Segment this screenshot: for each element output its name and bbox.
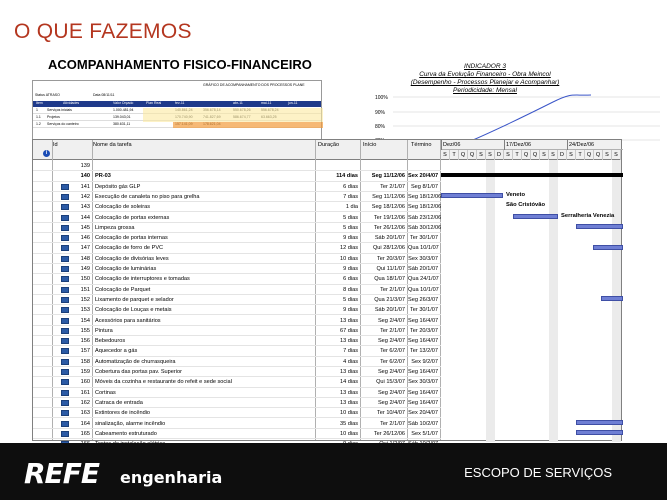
task-row[interactable] bbox=[33, 357, 441, 367]
gantt-chart-area bbox=[441, 160, 623, 442]
task-notes-icon[interactable] bbox=[61, 338, 69, 344]
task-row[interactable] bbox=[33, 419, 441, 429]
sheet-date: Data 08/11/11 bbox=[93, 93, 115, 97]
task-name: Colocação de Louças e metais bbox=[95, 307, 172, 314]
task-end: Seg 16/4/07 bbox=[408, 389, 439, 396]
task-start: Seg 2/4/07 bbox=[377, 399, 405, 406]
task-notes-icon[interactable] bbox=[61, 256, 69, 262]
sheet-status: Status ATRASO bbox=[35, 93, 60, 97]
task-id: 158 bbox=[80, 358, 90, 365]
task-start: Ter 6/2/07 bbox=[380, 348, 405, 355]
timescale bbox=[441, 140, 623, 160]
col-task-name: Nome da tarefa bbox=[93, 142, 132, 148]
task-name: Depósito gás GLP bbox=[95, 183, 141, 190]
task-end: Sex 9/2/07 bbox=[411, 358, 438, 365]
task-id: 145 bbox=[80, 224, 90, 231]
task-id: 149 bbox=[80, 266, 90, 272]
task-end: Sáb 10/2/07 bbox=[408, 420, 439, 427]
task-name: Execução de canaleta no piso para grelha bbox=[95, 193, 200, 200]
task-start: Seg 18/12/06 bbox=[371, 204, 405, 211]
task-name: Bebedouros bbox=[95, 338, 126, 345]
task-start: Seg 2/4/07 bbox=[377, 338, 405, 345]
task-start: Ter 19/12/06 bbox=[373, 214, 405, 221]
task-notes-icon[interactable] bbox=[61, 369, 69, 375]
footer-bar bbox=[0, 443, 667, 500]
y-tick-80: 80% bbox=[375, 124, 386, 130]
sheet-header-row bbox=[33, 101, 321, 107]
task-duration bbox=[316, 161, 361, 170]
page-subtitle: ACOMPANHAMENTO FISICO-FINANCEIRO bbox=[48, 57, 312, 72]
task-id: 151 bbox=[80, 286, 90, 293]
task-duration: 7 dias bbox=[343, 193, 358, 200]
day-label: S bbox=[540, 150, 549, 160]
task-end: Seg 16/4/07 bbox=[408, 338, 439, 345]
task-start: Ter 26/12/06 bbox=[373, 224, 405, 231]
task-start: Ter 26/12/06 bbox=[373, 430, 405, 437]
sheet-col-item: Item bbox=[36, 101, 43, 105]
task-row[interactable] bbox=[33, 408, 441, 418]
day-label: Q bbox=[531, 150, 540, 160]
task-notes-icon[interactable] bbox=[61, 297, 69, 303]
task-duration: 10 dias bbox=[339, 430, 358, 437]
task-end: Ter 30/1/07 bbox=[410, 307, 438, 314]
day-label: D bbox=[495, 150, 504, 160]
task-bar[interactable] bbox=[576, 224, 623, 229]
task-start: Ter 2/1/07 bbox=[380, 420, 405, 427]
page-title: O QUE FAZEMOS bbox=[14, 20, 192, 43]
sheet-col-plan: Plan Real bbox=[146, 101, 162, 105]
task-row[interactable] bbox=[33, 161, 441, 171]
info-icon[interactable]: i bbox=[43, 150, 50, 157]
task-name: Colocação de interruptores e tomadas bbox=[95, 276, 190, 283]
task-notes-icon[interactable] bbox=[61, 379, 69, 385]
task-notes-icon[interactable] bbox=[61, 276, 69, 282]
task-notes-icon[interactable] bbox=[61, 266, 69, 272]
task-end: Ter 20/3/07 bbox=[410, 327, 438, 334]
task-duration: 9 dias bbox=[343, 235, 358, 242]
task-id: 163 bbox=[80, 410, 90, 417]
task-start: Qui 15/3/07 bbox=[376, 379, 405, 386]
day-label: S bbox=[504, 150, 513, 160]
task-bar[interactable] bbox=[441, 193, 503, 198]
task-start: Ter 20/3/07 bbox=[377, 255, 405, 262]
task-duration: 10 dias bbox=[339, 410, 358, 417]
task-id: 139 bbox=[80, 163, 90, 169]
sheet-col-activities: Atividades bbox=[63, 101, 80, 105]
task-end: Sex 20/4/07 bbox=[408, 410, 438, 417]
task-id: 150 bbox=[80, 276, 90, 283]
sheet-cell-name: Projetos bbox=[47, 115, 60, 119]
task-id: 147 bbox=[80, 245, 90, 252]
task-id: 146 bbox=[80, 235, 90, 242]
task-row[interactable] bbox=[33, 295, 441, 305]
task-duration: 13 dias bbox=[339, 399, 358, 406]
task-start: Seg 2/4/07 bbox=[377, 369, 405, 375]
task-row[interactable] bbox=[33, 213, 441, 223]
task-id: 156 bbox=[80, 338, 90, 345]
day-label: T bbox=[513, 150, 522, 160]
task-id: 141 bbox=[80, 183, 90, 190]
task-row[interactable] bbox=[33, 254, 441, 264]
task-row[interactable] bbox=[33, 377, 441, 387]
task-duration: 114 dias bbox=[336, 173, 358, 180]
day-label: Q bbox=[468, 150, 477, 160]
task-duration: 5 dias bbox=[343, 296, 358, 303]
task-duration: 14 dias bbox=[339, 379, 358, 386]
task-end: Sex 30/3/07 bbox=[408, 379, 438, 386]
task-start bbox=[361, 161, 408, 170]
financial-spreadsheet bbox=[32, 80, 322, 142]
weekend-column bbox=[486, 160, 495, 442]
task-duration: 12 dias bbox=[339, 245, 358, 252]
task-name: Cortinas bbox=[95, 389, 116, 396]
task-end: Sex 20/4/07 bbox=[408, 173, 439, 180]
task-row[interactable] bbox=[33, 274, 441, 284]
resource-label: São Cristóvão bbox=[506, 202, 545, 209]
task-id: 152 bbox=[80, 296, 90, 303]
task-end: Qua 24/1/07 bbox=[408, 276, 439, 283]
sheet-cell-value: 139.043,01 bbox=[113, 115, 131, 119]
task-name: Cabeamento estruturado bbox=[95, 430, 157, 437]
section-label: ESCOPO DE SERVIÇOS bbox=[464, 465, 612, 480]
task-name: Colocação de forro de PVC bbox=[95, 245, 164, 252]
task-start: Seg 11/12/06 bbox=[371, 173, 405, 180]
day-label: Q bbox=[459, 150, 468, 160]
task-row[interactable] bbox=[33, 223, 441, 233]
task-notes-icon[interactable] bbox=[61, 390, 69, 396]
task-id: 142 bbox=[80, 193, 90, 200]
chart-line3: (Desempenho - Processos Planejar e Acompanhar) bbox=[410, 79, 560, 86]
task-duration: 6 dias bbox=[343, 183, 358, 190]
task-duration: 9 dias bbox=[343, 307, 358, 314]
task-duration: 13 dias bbox=[339, 389, 358, 396]
resource-label: Serralheria Venezia bbox=[561, 212, 615, 219]
chart-header bbox=[390, 63, 580, 95]
task-row[interactable] bbox=[33, 182, 441, 192]
task-start: Ter 10/4/07 bbox=[377, 410, 405, 417]
evolution-curve bbox=[473, 95, 591, 140]
task-end: Sáb 30/12/06 bbox=[408, 224, 442, 231]
task-duration: 13 dias bbox=[339, 317, 358, 324]
day-label: S bbox=[486, 150, 495, 160]
task-end: Sex 5/1/07 bbox=[411, 430, 438, 437]
task-name: Cobertura das portas pav. Superior bbox=[95, 369, 182, 375]
task-name: Catraca de entrada bbox=[95, 399, 143, 406]
task-duration: 5 dias bbox=[343, 224, 358, 231]
task-name: Lixamento de parquet e selador bbox=[95, 296, 174, 303]
task-notes-icon[interactable] bbox=[61, 235, 69, 241]
task-end bbox=[408, 161, 441, 170]
sheet-col-value: Valor Orçado bbox=[113, 101, 134, 105]
day-label: S bbox=[603, 150, 612, 160]
evolution-chart-svg bbox=[373, 92, 660, 142]
task-id: 161 bbox=[80, 389, 90, 396]
task-notes-icon[interactable] bbox=[61, 431, 69, 437]
task-row[interactable] bbox=[33, 388, 441, 398]
sheet-cell-item: 1.1 bbox=[36, 115, 41, 119]
task-notes-icon[interactable] bbox=[61, 421, 69, 427]
task-start: Sáb 20/1/07 bbox=[374, 307, 405, 314]
task-duration: 8 dias bbox=[343, 286, 358, 293]
company-logo: REFE bbox=[24, 457, 99, 490]
task-row[interactable] bbox=[33, 171, 441, 181]
task-start: Seg 11/12/06 bbox=[372, 193, 405, 200]
task-end: Seg 26/3/07 bbox=[408, 296, 439, 303]
y-tick-90: 90% bbox=[375, 110, 386, 116]
task-name: Colocação de portas externas bbox=[95, 214, 170, 221]
task-id: 159 bbox=[80, 369, 90, 375]
col-end: Término bbox=[411, 142, 432, 148]
task-notes-icon[interactable] bbox=[61, 307, 69, 313]
task-end: Seg 18/12/06 bbox=[408, 193, 442, 200]
task-name: Pintura bbox=[95, 327, 113, 334]
task-end: Ter 13/2/07 bbox=[410, 348, 438, 355]
task-start: Ter 2/1/07 bbox=[380, 183, 405, 190]
sheet-col-m3: mai-11 bbox=[261, 101, 272, 105]
task-row[interactable] bbox=[33, 264, 441, 274]
task-end: Sex 30/3/07 bbox=[408, 255, 438, 262]
task-end: Qua 10/1/07 bbox=[408, 245, 439, 252]
task-duration: 1 dia bbox=[345, 204, 358, 211]
task-end: Seg 16/4/07 bbox=[408, 369, 439, 375]
task-name: sinalização, alarme incêndio bbox=[95, 420, 166, 427]
task-end: Sáb 23/12/06 bbox=[408, 214, 442, 221]
sheet-col-m2: abr-11 bbox=[233, 101, 243, 105]
sheet-cell-item: 1.2 bbox=[36, 122, 41, 126]
task-name: Extintores de incêndio bbox=[95, 410, 151, 417]
task-notes-icon[interactable] bbox=[61, 318, 69, 324]
task-start: Qua 21/3/07 bbox=[374, 296, 405, 303]
task-start: Ter 2/1/07 bbox=[380, 286, 405, 293]
task-row[interactable] bbox=[33, 336, 441, 346]
sheet-title: GRÁFICO DE ACOMPANHAMENTO DOS PROCESSOS PLANE bbox=[203, 83, 305, 87]
sheet-cell-name: Serviços do canteiro bbox=[47, 122, 79, 126]
task-bar[interactable] bbox=[513, 214, 558, 219]
task-bar[interactable] bbox=[576, 430, 623, 435]
task-name: Aquecedor a gás bbox=[95, 348, 138, 355]
day-label: T bbox=[576, 150, 585, 160]
task-notes-icon[interactable] bbox=[61, 194, 69, 200]
sheet-col-m1: fev-11 bbox=[175, 101, 185, 105]
task-name: Móveis da cozinha e restaurante do refeit e sede social bbox=[95, 379, 232, 386]
task-name: Colocação de soleiras bbox=[95, 204, 151, 211]
day-label: S bbox=[567, 150, 576, 160]
task-duration: 4 dias bbox=[343, 358, 358, 365]
task-notes-icon[interactable] bbox=[61, 225, 69, 231]
task-start: Qui 28/12/06 bbox=[372, 245, 405, 252]
day-label: S bbox=[549, 150, 558, 160]
chart-line2: Curva da Evolução Financeiro - Obra Meincol bbox=[419, 71, 551, 78]
task-duration: 7 dias bbox=[343, 348, 358, 355]
day-label: S bbox=[441, 150, 450, 160]
task-id: 148 bbox=[80, 255, 90, 262]
task-row[interactable] bbox=[33, 285, 441, 295]
task-name: Colocação de luminárias bbox=[95, 266, 157, 272]
task-end: Seg 18/12/06 bbox=[408, 204, 442, 211]
task-row[interactable] bbox=[33, 192, 441, 202]
task-end: Seg 16/4/07 bbox=[408, 399, 439, 406]
task-notes-icon[interactable] bbox=[61, 400, 69, 406]
day-label: T bbox=[450, 150, 459, 160]
task-id: 165 bbox=[80, 430, 90, 437]
col-id: Id bbox=[53, 142, 58, 148]
task-notes-icon[interactable] bbox=[61, 328, 69, 334]
task-row[interactable] bbox=[33, 326, 441, 336]
task-id: 157 bbox=[80, 348, 90, 355]
task-id: 160 bbox=[80, 379, 90, 386]
week-label: Dez/06 bbox=[441, 140, 504, 150]
task-end: Ter 30/1/07 bbox=[410, 235, 438, 242]
sheet-cell-value: 380.631,11 bbox=[113, 122, 131, 126]
task-duration: 5 dias bbox=[343, 214, 358, 221]
task-row[interactable] bbox=[33, 305, 441, 315]
task-name: Colocação de portas internas bbox=[95, 235, 168, 242]
task-bar[interactable] bbox=[593, 245, 623, 250]
task-notes-icon[interactable] bbox=[61, 204, 69, 210]
task-start: Qui 11/1/07 bbox=[376, 266, 405, 272]
task-id: 144 bbox=[80, 214, 90, 221]
evolution-chart bbox=[373, 92, 660, 142]
task-notes-icon[interactable] bbox=[61, 410, 69, 416]
task-id: 143 bbox=[80, 204, 90, 211]
week-label: 17/Dez/06 bbox=[504, 140, 567, 150]
task-row[interactable] bbox=[33, 316, 441, 326]
task-name: Colocação de Parquet bbox=[95, 286, 151, 293]
task-name: Acessórios para sanitários bbox=[95, 317, 161, 324]
task-notes-icon[interactable] bbox=[61, 287, 69, 293]
task-name: PR-03 bbox=[95, 173, 111, 180]
task-notes-icon[interactable] bbox=[61, 184, 69, 190]
task-notes-icon[interactable] bbox=[61, 215, 69, 221]
day-label: S bbox=[477, 150, 486, 160]
task-duration: 13 dias bbox=[339, 369, 358, 375]
task-row[interactable] bbox=[33, 233, 441, 243]
col-duration: Duração bbox=[318, 142, 340, 148]
gantt-window bbox=[32, 139, 622, 441]
task-end: Seg 8/1/07 bbox=[410, 183, 438, 190]
task-duration: 6 dias bbox=[343, 276, 358, 283]
task-row[interactable] bbox=[33, 346, 441, 356]
task-bar[interactable] bbox=[576, 420, 623, 425]
task-row[interactable] bbox=[33, 243, 441, 253]
day-label: Q bbox=[594, 150, 603, 160]
company-logo-sub: engenharia bbox=[120, 468, 223, 487]
task-id: 140 bbox=[80, 173, 90, 180]
task-name: Colocação de divisórias leves bbox=[95, 255, 169, 262]
task-start: Ter 2/1/07 bbox=[380, 327, 405, 334]
weekend-column bbox=[549, 160, 558, 442]
task-notes-icon[interactable] bbox=[61, 359, 69, 365]
task-id: 154 bbox=[80, 317, 90, 324]
task-duration: 13 dias bbox=[339, 338, 358, 345]
day-label: Q bbox=[585, 150, 594, 160]
task-notes-icon[interactable] bbox=[61, 245, 69, 251]
summary-bar[interactable] bbox=[441, 173, 623, 177]
task-bar[interactable] bbox=[601, 296, 623, 301]
task-start: Qua 18/1/07 bbox=[374, 276, 405, 283]
day-label: Q bbox=[522, 150, 531, 160]
task-duration: 10 dias bbox=[339, 255, 358, 262]
task-end: Seg 16/4/07 bbox=[408, 317, 439, 324]
y-tick-100: 100% bbox=[375, 95, 388, 101]
day-label: S bbox=[612, 150, 621, 160]
task-row[interactable] bbox=[33, 202, 441, 212]
resource-label: Veneto bbox=[506, 191, 526, 198]
task-name bbox=[95, 161, 315, 170]
task-id: 164 bbox=[80, 420, 90, 427]
task-notes-icon[interactable] bbox=[61, 348, 69, 354]
task-id: 155 bbox=[80, 327, 90, 334]
task-name: Automatização de churrasqueira bbox=[95, 358, 176, 365]
sheet-cell-item: 1 bbox=[36, 108, 38, 112]
task-id: 162 bbox=[80, 399, 90, 406]
col-start: Início bbox=[363, 142, 377, 148]
task-end: Sáb 20/1/07 bbox=[408, 266, 439, 272]
task-id: 153 bbox=[80, 307, 90, 314]
task-duration: 9 dias bbox=[343, 266, 358, 272]
sheet-cell-value: 1.000.481,94 bbox=[113, 108, 134, 112]
task-row[interactable] bbox=[33, 429, 441, 439]
task-name: Limpeza grossa bbox=[95, 224, 135, 231]
sheet-col-m4: jun-11 bbox=[288, 101, 298, 105]
task-start: Sáb 20/1/07 bbox=[374, 235, 405, 242]
day-label: D bbox=[558, 150, 567, 160]
task-duration: 67 dias bbox=[339, 327, 358, 334]
task-start: Seg 2/4/07 bbox=[377, 317, 405, 324]
task-start: Ter 6/2/07 bbox=[380, 358, 405, 365]
task-end: Qua 10/1/07 bbox=[408, 286, 439, 293]
task-row[interactable] bbox=[33, 367, 441, 377]
chart-line1: INDICADOR 3 bbox=[464, 63, 506, 70]
task-start: Seg 2/4/07 bbox=[377, 389, 405, 396]
chart-line4: Periodicidade: Mensal bbox=[453, 87, 517, 94]
week-label: 24/Dez/06 bbox=[567, 140, 630, 150]
task-duration: 35 dias bbox=[339, 420, 358, 427]
task-row[interactable] bbox=[33, 398, 441, 408]
sheet-cell-name: Serviços iniciais bbox=[47, 108, 72, 112]
